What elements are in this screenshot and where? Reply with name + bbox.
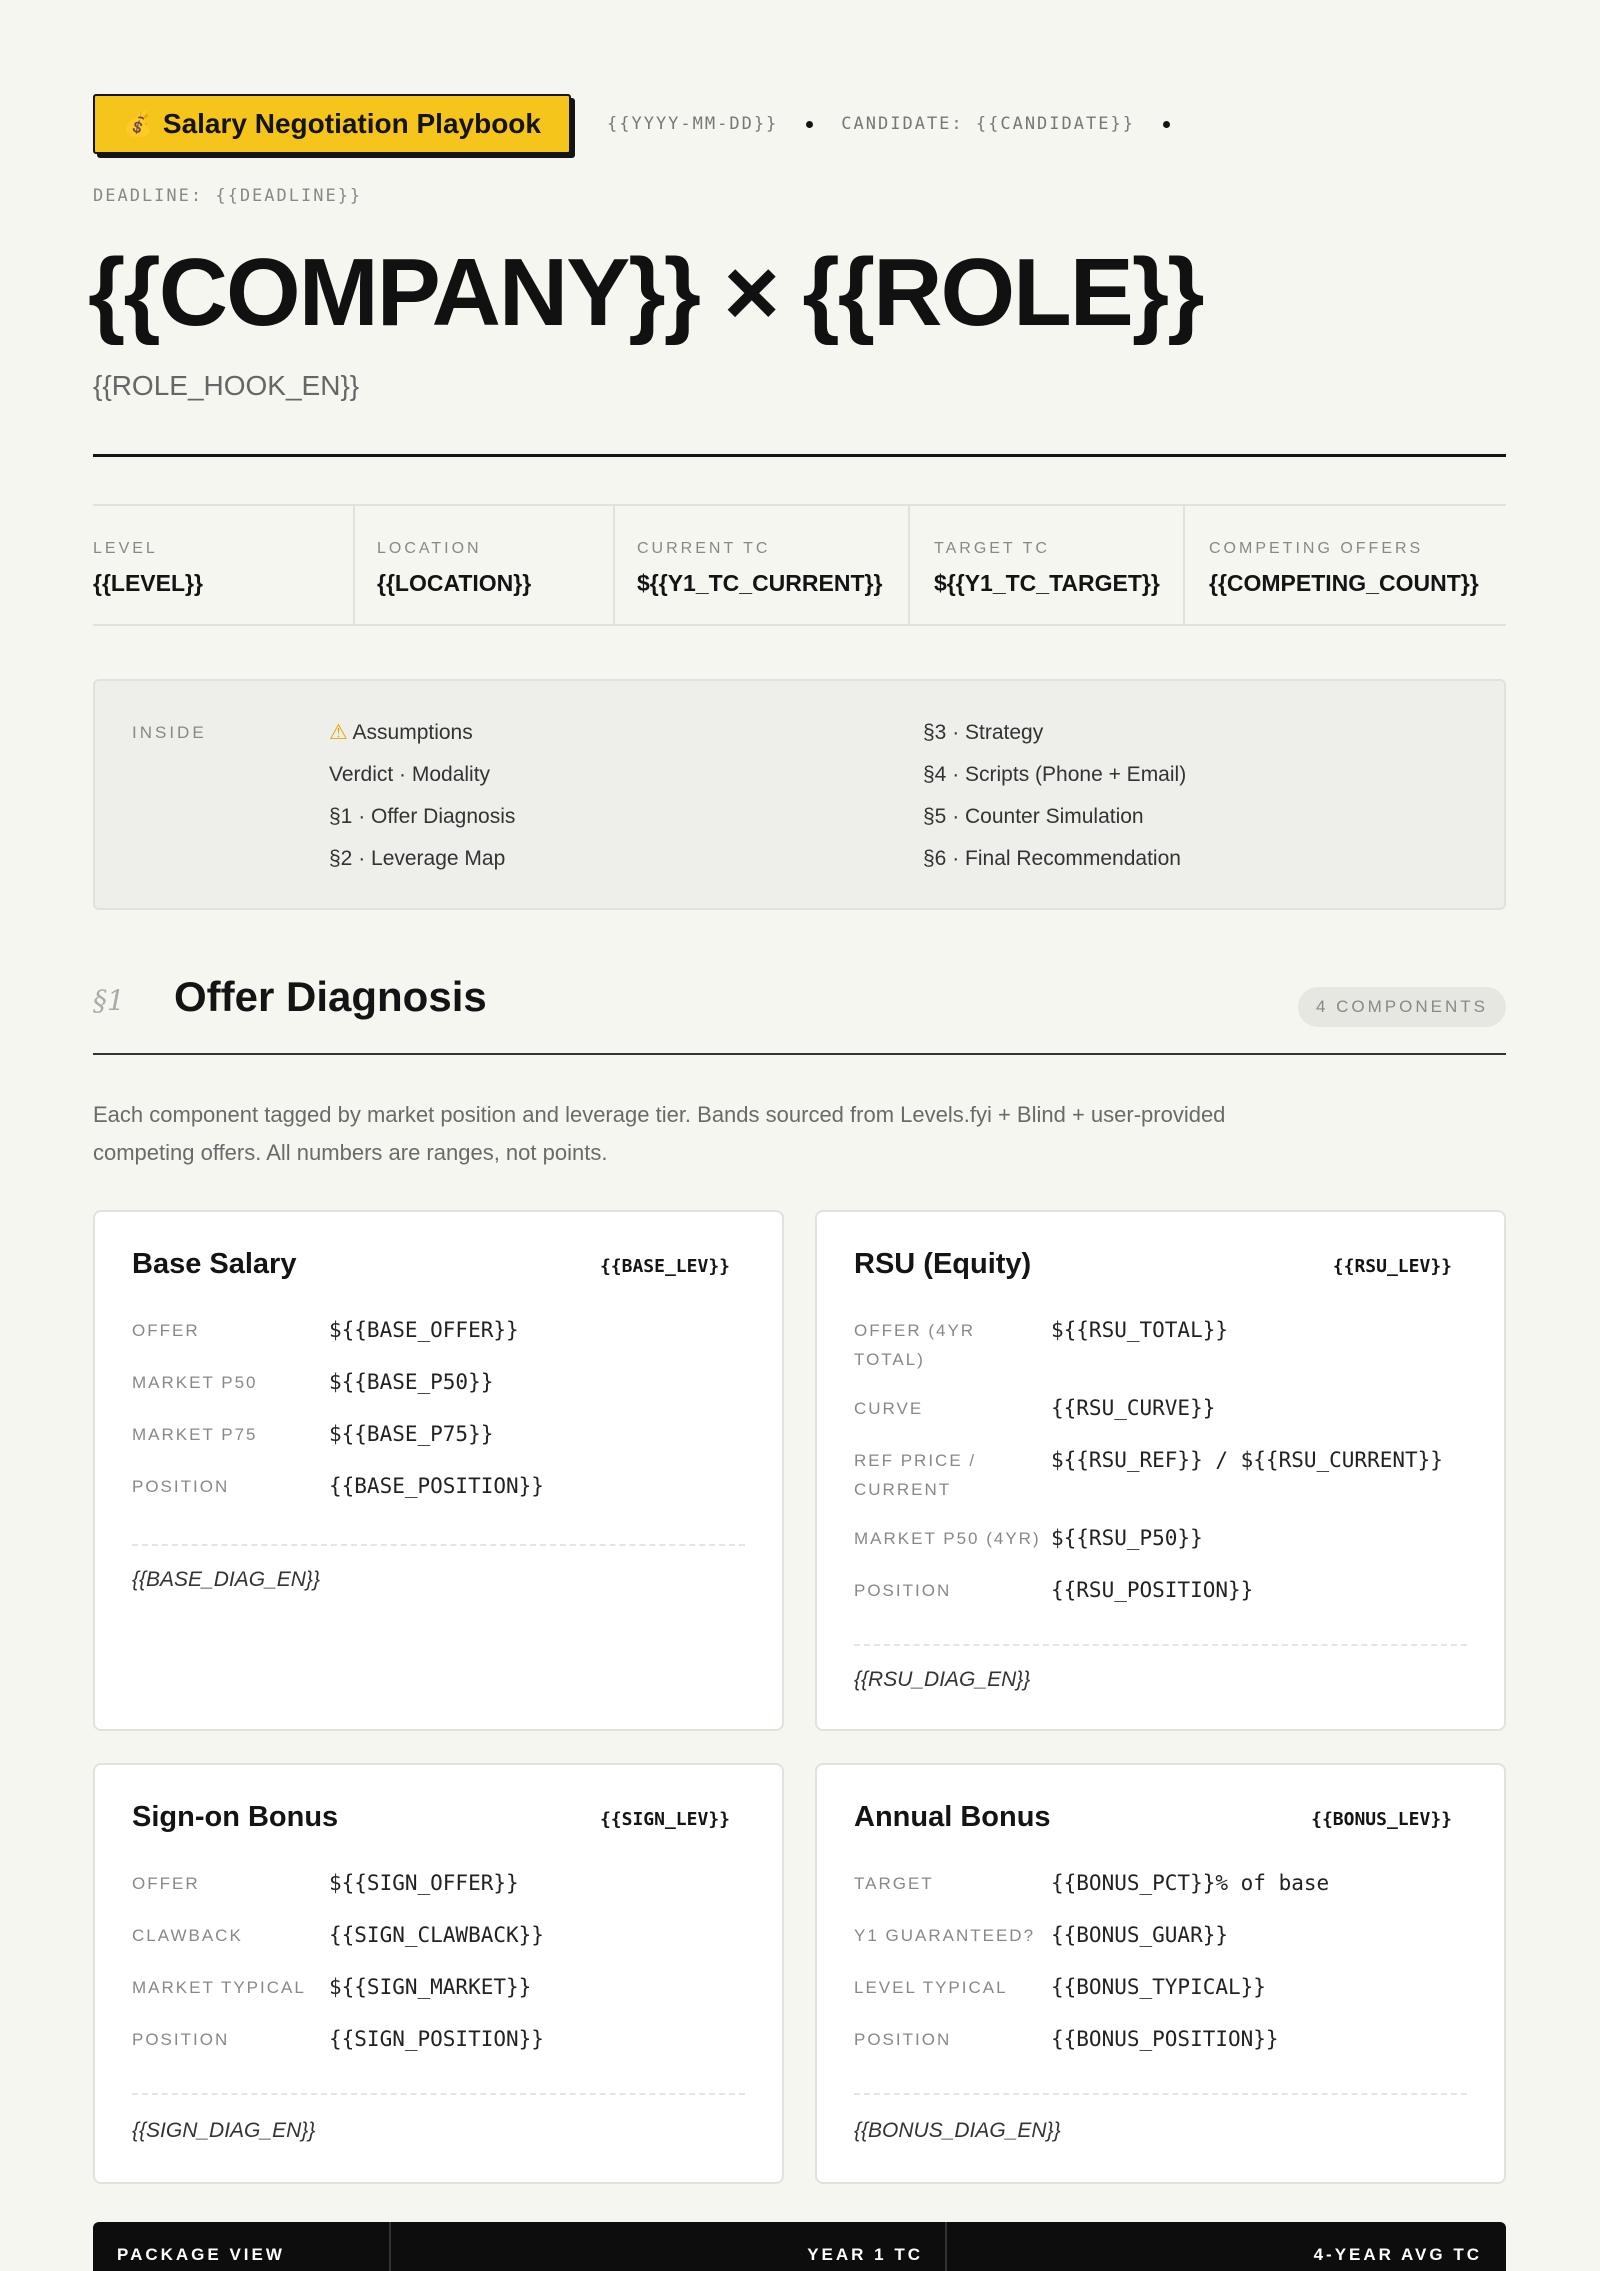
card-title: Base Salary [132,1248,297,1280]
fact-target-tc [908,506,1183,624]
money-bag-icon: 💰 [123,110,153,138]
row-key: POSITION [854,2030,952,2049]
fact-label: TARGET TC [934,540,1050,557]
card-row [132,1472,544,1524]
row-key: CLAWBACK [132,1926,243,1945]
package-view-header [93,2222,1506,2271]
doc-date: {{YYYY-MM-DD}} [607,114,779,134]
column-header-year1-tc: YEAR 1 TC [391,2222,947,2271]
toc-column-left [329,718,515,886]
toc-item-verdict[interactable]: Verdict · Modality [329,763,491,786]
row-key: POSITION [854,1581,952,1600]
row-value: ${{RSU_TOTAL}} [1051,1318,1229,1342]
fact-value: ${{Y1_TC_CURRENT}} [637,570,883,596]
card-title: Sign-on Bonus [132,1801,339,1833]
playbook-badge [93,94,571,154]
card-row [854,1446,1443,1524]
separator-dot [806,121,813,128]
row-value: {{RSU_CURVE}} [1051,1396,1216,1420]
badge-label: Salary Negotiation Playbook [162,108,541,139]
toc-column-right [923,718,1186,886]
fact-value: {{COMPETING_COUNT}} [1209,570,1479,596]
toc-item-counter-simulation[interactable]: §5 · Counter Simulation [923,805,1144,828]
fact-competing-offers [1183,506,1506,624]
section-number: §1 [93,984,125,1017]
warning-icon: ⚠ [329,721,348,744]
card-diagnosis: {{BASE_DIAG_EN}} [132,1568,320,1591]
fact-current-tc [613,506,908,624]
row-key: CURVE [854,1399,924,1418]
row-value: ${{SIGN_OFFER}} [329,1871,519,1895]
card-row [132,1869,544,1921]
section-title: Offer Diagnosis [174,973,487,1020]
candidate-label: CANDIDATE: {{CANDIDATE}} [841,114,1135,134]
toc-item-strategy[interactable]: §3 · Strategy [923,721,1044,744]
fact-label: CURRENT TC [637,540,771,557]
row-key: MARKET P75 [132,1425,258,1444]
column-header-package-view: PACKAGE VIEW [93,2222,391,2271]
row-key: OFFER (4YR TOTAL) [854,1321,976,1369]
card-diagnosis: {{SIGN_DIAG_EN}} [132,2119,316,2142]
column-header-4yr-avg-tc: 4-YEAR AVG TC [1313,2245,1482,2264]
leverage-tag: {{BONUS_LEV}} [1311,1809,1452,1830]
card-row [132,1420,544,1472]
section-intro: Each component tagged by market position and leverage tier. Bands sourced from Levels.fyi + Blind + user-provided competing offers. All numbers are ranges, not points. [93,1102,1226,1165]
row-value: {{SIGN_CLAWBACK}} [329,1923,544,1947]
fact-value: ${{Y1_TC_TARGET}} [934,570,1160,596]
card-row [854,1921,1329,1973]
card-title: Annual Bonus [854,1801,1051,1833]
row-value: ${{SIGN_MARKET}} [329,1975,532,1999]
row-value: ${{RSU_P50}} [1051,1526,1203,1550]
dashed-divider [132,1544,745,1546]
header-strip [93,94,1198,154]
card-rows [132,1316,544,1524]
dashed-divider [854,1644,1467,1646]
card-rows [132,1869,544,2077]
card-row [132,2025,544,2077]
fact-label: LOCATION [377,540,482,557]
fact-location [353,506,613,624]
row-key: LEVEL TYPICAL [854,1978,1008,1997]
row-value: {{BONUS_PCT}}% of base [1051,1871,1330,1895]
row-value: {{SIGN_POSITION}} [329,2027,544,2051]
card-row [132,1368,544,1420]
card-row [854,1576,1443,1628]
divider [93,1053,1506,1055]
fact-label: COMPETING OFFERS [1209,540,1424,557]
row-key: OFFER [132,1321,200,1340]
row-key: POSITION [132,1477,230,1496]
card-sign-on-bonus [93,1763,784,2184]
card-row [132,1316,544,1368]
page-title: {{COMPANY}} × {{ROLE}} [88,239,1203,346]
card-title: RSU (Equity) [854,1248,1032,1280]
divider [93,454,1506,457]
leverage-tag: {{BASE_LEV}} [599,1256,730,1277]
fact-label: LEVEL [93,540,158,557]
toc-item-offer-diagnosis[interactable]: §1 · Offer Diagnosis [329,805,516,828]
toc-item-label: Assumptions [352,721,473,744]
page-subtitle: {{ROLE_HOOK_EN}} [93,370,360,401]
card-row [854,2025,1329,2077]
card-row [854,1973,1329,2025]
toc-item-final-recommendation[interactable]: §6 · Final Recommendation [923,847,1181,870]
row-key: REF PRICE / CURRENT [854,1451,977,1499]
row-key: POSITION [132,2030,230,2049]
card-rows [854,1869,1329,2077]
row-value: ${{RSU_REF}} / ${{RSU_CURRENT}} [1051,1448,1443,1472]
toc-item-scripts[interactable]: §4 · Scripts (Phone + Email) [923,763,1187,786]
fact-value: {{LEVEL}} [93,570,203,596]
card-row [854,1316,1443,1394]
card-annual-bonus [815,1763,1506,2184]
row-value: ${{BASE_P75}} [329,1422,494,1446]
table-of-contents [93,679,1506,910]
card-row [132,1921,544,1973]
card-row [854,1524,1443,1576]
toc-item-leverage-map[interactable]: §2 · Leverage Map [329,847,506,870]
row-value: {{BONUS_POSITION}} [1051,2027,1279,2051]
row-key: TARGET [854,1874,934,1893]
row-value: {{BONUS_TYPICAL}} [1051,1975,1266,1999]
dashed-divider [854,2093,1467,2095]
row-key: OFFER [132,1874,200,1893]
card-row [854,1869,1329,1921]
row-value: ${{BASE_P50}} [329,1370,494,1394]
row-value: ${{BASE_OFFER}} [329,1318,519,1342]
toc-label: INSIDE [132,723,207,742]
meta-line [607,114,1198,134]
row-value: {{BONUS_GUAR}} [1051,1923,1229,1947]
deadline-label: DEADLINE: {{DEADLINE}} [93,186,363,206]
components-count-pill: 4 COMPONENTS [1298,987,1506,1027]
card-rows [854,1316,1443,1628]
row-value: {{RSU_POSITION}} [1051,1578,1254,1602]
toc-item-assumptions[interactable] [329,718,515,760]
leverage-tag: {{SIGN_LEV}} [599,1809,730,1830]
card-base-salary [93,1210,784,1731]
card-diagnosis: {{RSU_DIAG_EN}} [854,1668,1031,1691]
row-key: MARKET TYPICAL [132,1978,306,1997]
dashed-divider [132,2093,745,2095]
card-diagnosis: {{BONUS_DIAG_EN}} [854,2119,1061,2142]
fact-level [93,506,353,624]
card-rsu-equity [815,1210,1506,1731]
row-key: Y1 GUARANTEED? [854,1926,1036,1945]
card-row [132,1973,544,2025]
row-key: MARKET P50 [132,1373,258,1392]
facts-bar [93,504,1506,626]
fact-value: {{LOCATION}} [377,570,532,596]
card-row [854,1394,1443,1446]
row-key: MARKET P50 (4YR) [854,1529,1041,1548]
separator-dot [1163,121,1170,128]
row-value: {{BASE_POSITION}} [329,1474,544,1498]
leverage-tag: {{RSU_LEV}} [1332,1256,1452,1277]
